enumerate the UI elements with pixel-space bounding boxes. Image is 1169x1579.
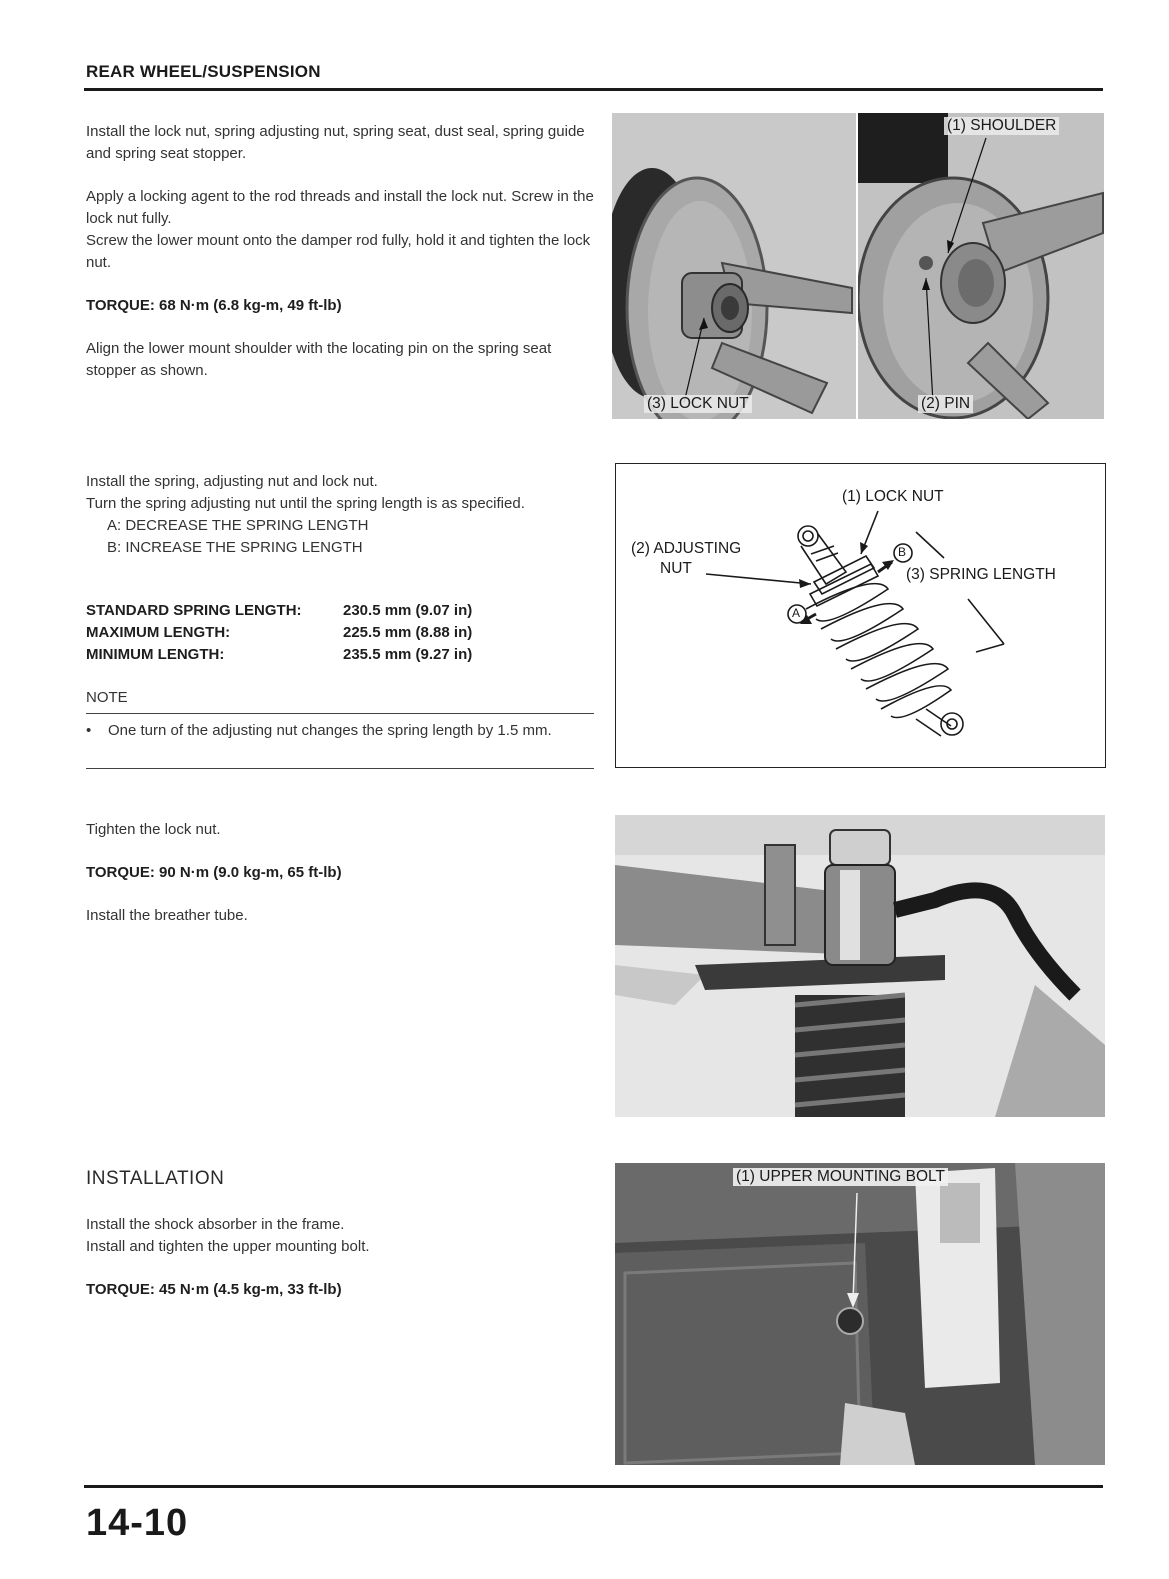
callout-pin: (2) PIN (918, 395, 973, 413)
diagram-mark-b: B (898, 545, 907, 559)
installation-heading: INSTALLATION (86, 1168, 225, 1189)
photo-shoulder-pin (858, 113, 1104, 419)
spec-label: MINIMUM LENGTH: (86, 646, 225, 663)
note-bullet: • (86, 722, 92, 739)
photo-lock-nut (612, 113, 856, 419)
footer-rule (84, 1485, 1103, 1488)
spec-value: 225.5 mm (8.88 in) (343, 624, 473, 641)
callout-upper-mounting-bolt: (1) UPPER MOUNTING BOLT (733, 1168, 948, 1186)
note-top-rule (86, 713, 594, 714)
diagram-spring-length-label: (3) SPRING LENGTH (906, 566, 1056, 583)
spec-row (86, 644, 472, 666)
spec-row (86, 600, 472, 622)
section3-torque: TORQUE: 90 N·m (9.0 kg-m, 65 ft-lb) (86, 864, 342, 881)
section4-torque: TORQUE: 45 N·m (4.5 kg-m, 33 ft-lb) (86, 1281, 342, 1298)
section3-paragraph-1: Tighten the lock nut. (86, 821, 221, 838)
spec-row (86, 622, 472, 644)
note-heading: NOTE (86, 689, 128, 706)
section3-paragraph-2: Install the breather tube. (86, 907, 248, 924)
section1-paragraph-2a: Apply a locking agent to the rod threads and install the lock nut. Screw in the lock nut fully. (86, 188, 594, 227)
page-number: 14-10 (86, 1502, 189, 1544)
spring-diagram (615, 463, 1106, 768)
photo-breather-tube-illustration (615, 815, 1105, 1117)
diagram-mark-a: A (792, 606, 801, 620)
section2-text (86, 471, 594, 559)
diagram-lock-nut-label: (1) LOCK NUT (842, 488, 944, 505)
photo-upper-mounting-bolt-illustration (615, 1163, 1105, 1465)
callout-shoulder: (1) SHOULDER (944, 117, 1059, 135)
section1-text (86, 121, 594, 382)
callout-lock-nut: (3) LOCK NUT (644, 395, 752, 413)
photo-lock-nut-illustration (612, 113, 856, 419)
section1-paragraph-1: Install the lock nut, spring adjusting nut, spring seat, dust seal, spring guide and spring seat stopper. (86, 123, 585, 162)
section4-text (86, 1214, 594, 1301)
page-header-title: REAR WHEEL/SUSPENSION (86, 62, 321, 81)
photo-upper-mounting-bolt (615, 1163, 1105, 1465)
section1-torque: TORQUE: 68 N·m (6.8 kg-m, 49 ft-lb) (86, 297, 342, 314)
header-rule (84, 88, 1103, 91)
note-text: One turn of the adjusting nut changes the spring length by 1.5 mm. (108, 722, 552, 739)
section4-paragraph-1: Install the shock absorber in the frame. (86, 1216, 345, 1233)
spring-diagram-drawing (616, 464, 1105, 767)
spec-label: STANDARD SPRING LENGTH: (86, 602, 302, 619)
spring-spec-table (86, 600, 472, 666)
section3-text (86, 819, 594, 927)
photo-shoulder-pin-illustration (858, 113, 1104, 419)
note-bottom-rule (86, 768, 594, 769)
diagram-adjusting-label-2: NUT (660, 560, 692, 577)
section1-paragraph-2b: Screw the lower mount onto the damper rod fully, hold it and tighten the lock nut. (86, 232, 591, 271)
spec-value: 235.5 mm (9.27 in) (343, 646, 473, 663)
section4-paragraph-2: Install and tighten the upper mounting bolt. (86, 1238, 370, 1255)
diagram-adjusting-label-1: (2) ADJUSTING (631, 540, 742, 557)
spec-value: 230.5 mm (9.07 in) (343, 602, 473, 619)
section2-line-b: B: INCREASE THE SPRING LENGTH (107, 539, 363, 556)
spec-label: MAXIMUM LENGTH: (86, 624, 231, 641)
section2-paragraph-2: Turn the spring adjusting nut until the spring length is as specified. (86, 495, 525, 512)
section1-paragraph-3: Align the lower mount shoulder with the locating pin on the spring seat stopper as shown. (86, 340, 552, 379)
section2-paragraph-1: Install the spring, adjusting nut and lock nut. (86, 473, 378, 490)
photo-breather-tube (615, 815, 1105, 1117)
section2-line-a: A: DECREASE THE SPRING LENGTH (107, 517, 369, 534)
